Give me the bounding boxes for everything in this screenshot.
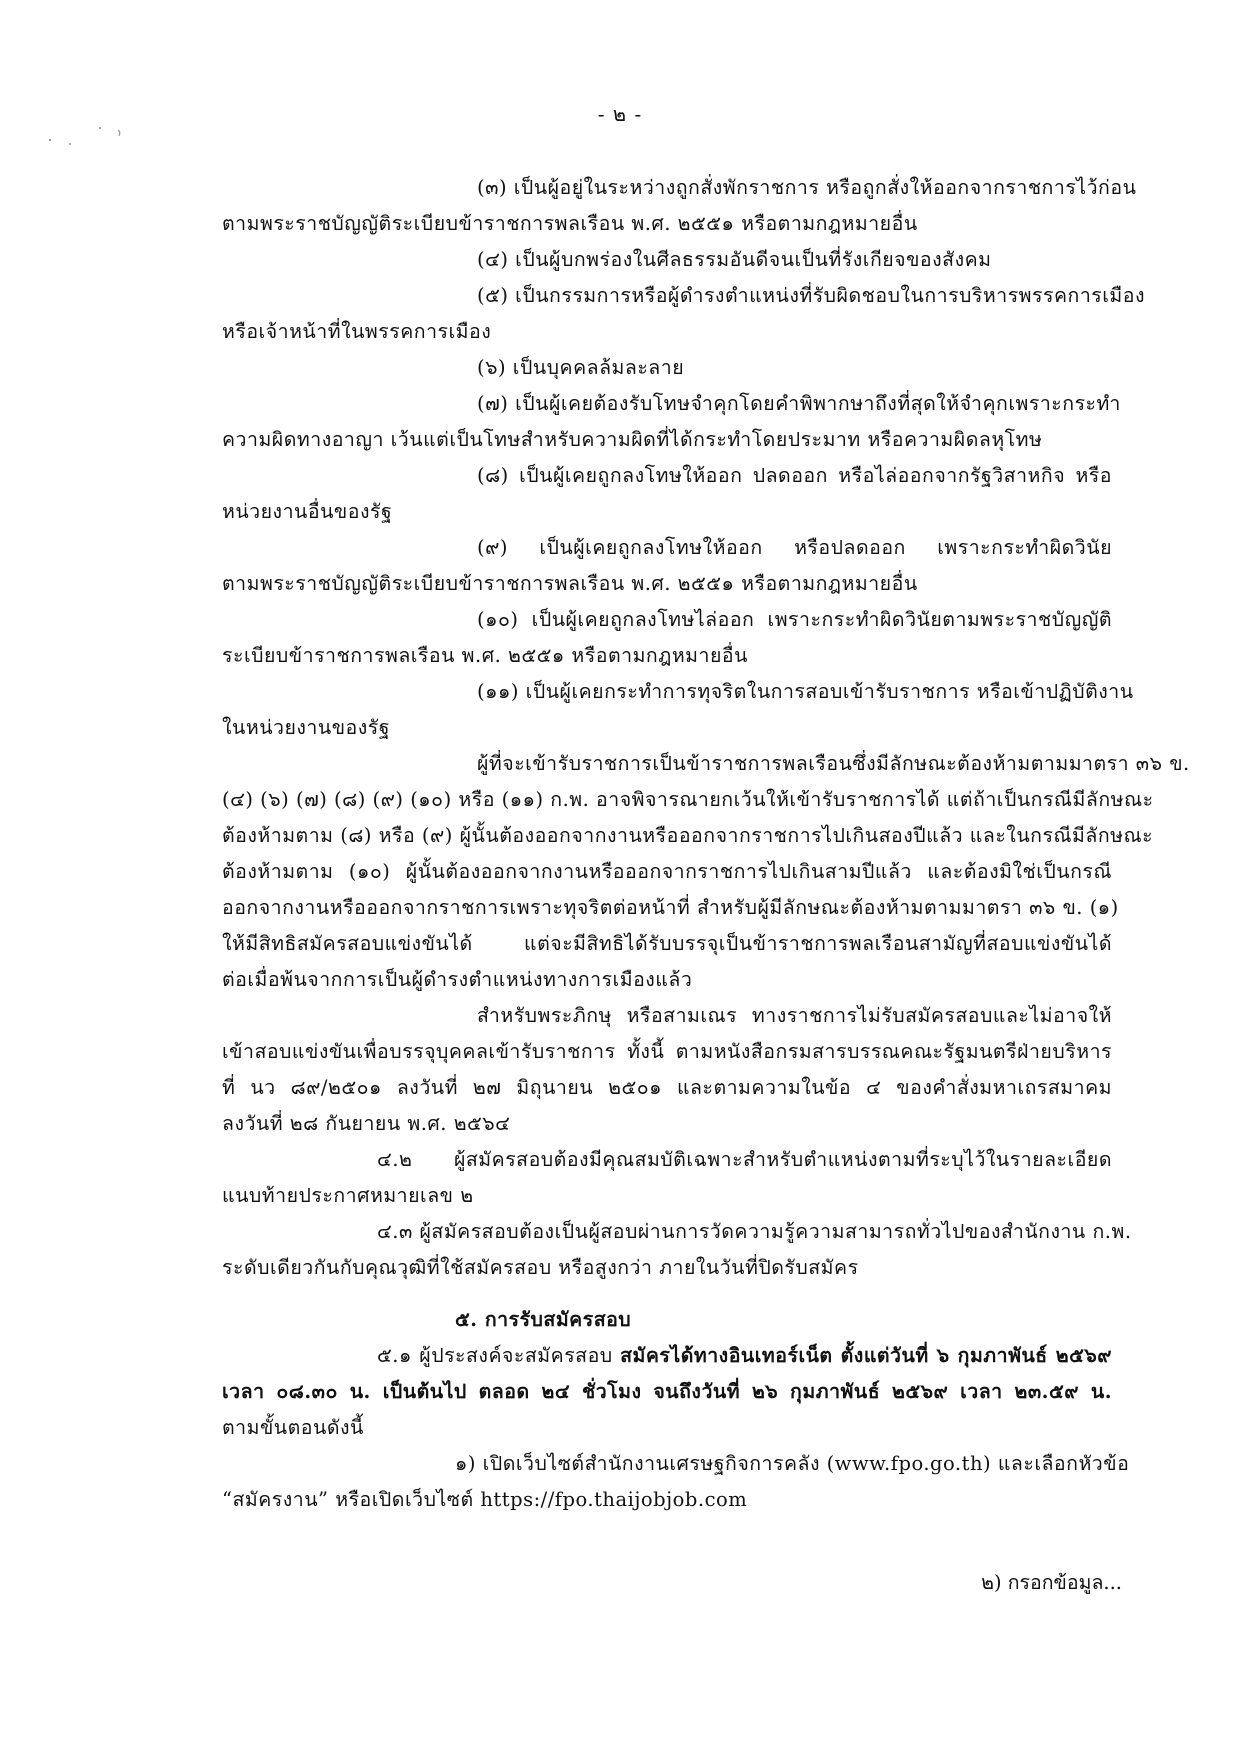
- text-line: ต่อเมื่อพ้นจากการเป็นผู้ดำรงตำแหน่งทางการเมืองแล้ว: [222, 968, 693, 991]
- text-line: หน่วยงานอื่นของรัฐ: [222, 500, 393, 523]
- text-line: ตามขั้นตอนดังนี้: [222, 1416, 364, 1439]
- text-line: ระดับเดียวกันกับคุณวุฒิที่ใช้สมัครสอบ หรือสูงกว่า ภายในวันที่ปิดรับสมัคร: [222, 1256, 859, 1279]
- text-line: (๙) เป็นผู้เคยถูกลงโทษให้ออก หรือปลดออก เพราะกระทำผิดวินัย: [477, 536, 1112, 559]
- text-line: ระเบียบข้าราชการพลเรือน พ.ศ. ๒๕๕๑ หรือตามกฎหมายอื่น: [222, 644, 748, 667]
- text-line: เข้าสอบแข่งขันเพื่อบรรจุบุคคลเข้ารับราชการ ทั้งนี้ ตามหนังสือกรมสารบรรณคณะรัฐมนตรีฝ่ายบริหาร: [222, 1040, 1112, 1063]
- text-line: ต้องห้ามตาม (๘) หรือ (๙) ผู้นั้นต้องออกจากงานหรือออกจากราชการไปเกินสองปีแล้ว และในกรณีมีลักษณะ: [222, 824, 1154, 847]
- text-line: (๑๑) เป็นผู้เคยกระทำการทุจริตในการสอบเข้ารับราชการ หรือเข้าปฏิบัติงาน: [477, 680, 1134, 703]
- section-heading: ๕. การรับสมัครสอบ: [455, 1308, 632, 1331]
- text-line: ๔.๓ ผู้สมัครสอบต้องเป็นผู้สอบผ่านการวัดความรู้ความสามารถทั่วไปของสำนักงาน ก.พ.: [377, 1220, 1132, 1243]
- text-line: เวลา ๐๘.๓๐ น. เป็นต้นไป ตลอด ๒๔ ชั่วโมง จนถึงวันที่ ๒๖ กุมภาพันธ์ ๒๕๖๙ เวลา ๒๓.๕๙ น.: [222, 1380, 1112, 1403]
- text-line: (๔) เป็นผู้บกพร่องในศีลธรรมอันดีจนเป็นที่รังเกียจของสังคม: [477, 248, 992, 271]
- text-line: แนบท้ายประกาศหมายเลข ๒: [222, 1184, 474, 1207]
- text-line: ความผิดทางอาญา เว้นแต่เป็นโทษสำหรับความผิดที่ได้กระทำโดยประมาท หรือความผิดลหุโทษ: [222, 428, 1043, 451]
- text-line: (๑๐) เป็นผู้เคยถูกลงโทษไล่ออก เพราะกระทำผิดวินัยตามพระราชบัญญัติ: [477, 608, 1112, 631]
- paragraph-gap: [222, 1286, 1112, 1302]
- text-line: (๓) เป็นผู้อยู่ในระหว่างถูกสั่งพักราชการ หรือถูกสั่งให้ออกจากราชการไว้ก่อน: [477, 176, 1137, 199]
- text-line-mixed: [222, 1338, 1112, 1374]
- text-line: ออกจากงานหรือออกจากราชการเพราะทุจริตต่อหน้าที่ สำหรับผู้มีลักษณะต้องห้ามตามมาตรา ๓๖ ข. (๑): [222, 896, 1119, 919]
- text-line: ๔.๒ ผู้สมัครสอบต้องมีคุณสมบัติเฉพาะสำหรับตำแหน่งตามที่ระบุไว้ในรายละเอียด: [377, 1148, 1112, 1171]
- page-number: - ๒ -: [597, 102, 643, 126]
- scan-specks: [30, 118, 130, 158]
- text-line: ผู้ที่จะเข้ารับราชการเป็นข้าราชการพลเรือนซึ่งมีลักษณะต้องห้ามตามมาตรา ๓๖ ข.: [477, 752, 1190, 775]
- text-line: ในหน่วยงานของรัฐ: [222, 716, 391, 739]
- text-line: ให้มีสิทธิสมัครสอบแข่งขันได้ แต่จะมีสิทธิได้รับบรรจุเป็นข้าราชการพลเรือนสามัญที่สอบแข่งขันได้: [222, 932, 1112, 955]
- text-line: (๕) เป็นกรรมการหรือผู้ดำรงตำแหน่งที่รับผิดชอบในการบริหารพรรคการเมือง: [477, 284, 1146, 307]
- text-line: “สมัครงาน” หรือเปิดเว็บไซต์ https://fpo.thaijobjob.com: [222, 1488, 748, 1511]
- document-body: [222, 170, 1190, 1518]
- text-line: (๗) เป็นผู้เคยต้องรับโทษจำคุกโดยคำพิพากษาถึงที่สุดให้จำคุกเพราะกระทำ: [477, 392, 1121, 415]
- text-line: ๑) เปิดเว็บไซต์สำนักงานเศรษฐกิจการคลัง (www.fpo.go.th) และเลือกหัวข้อ: [455, 1452, 1130, 1475]
- text-line: ตามพระราชบัญญัติระเบียบข้าราชการพลเรือน พ.ศ. ๒๕๕๑ หรือตามกฎหมายอื่น: [222, 572, 918, 595]
- text-line: (๖) เป็นบุคคลล้มละลาย: [477, 356, 685, 379]
- text-line: ที่ นว ๘๙/๒๕๐๑ ลงวันที่ ๒๗ มิถุนายน ๒๕๐๑ และตามความในข้อ ๔ ของคำสั่งมหาเถรสมาคม: [222, 1076, 1112, 1099]
- text-line: หรือเจ้าหน้าที่ในพรรคการเมือง: [222, 320, 492, 343]
- text-run-bold: สมัครได้ทางอินเทอร์เน็ต ตั้งแต่วันที่ ๖ กุมภาพันธ์ ๒๕๖๙: [620, 1344, 1112, 1367]
- text-line: (๔) (๖) (๗) (๘) (๙) (๑๐) หรือ (๑๑) ก.พ. อาจพิจารณายกเว้นให้เข้ารับราชการได้ แต่ถ้าเป็นกรณีมีลักษณะ: [222, 788, 1154, 811]
- text-line: ลงวันที่ ๒๘ กันยายน พ.ศ. ๒๕๖๔: [222, 1112, 511, 1135]
- text-line: ตามพระราชบัญญัติระเบียบข้าราชการพลเรือน พ.ศ. ๒๕๕๑ หรือตามกฎหมายอื่น: [222, 212, 918, 235]
- text-line: สำหรับพระภิกษุ หรือสามเณร ทางราชการไม่รับสมัครสอบและไม่อาจให้: [477, 1004, 1112, 1027]
- continuation-catchword: ๒) กรอกข้อมูล...: [981, 1571, 1122, 1594]
- text-run: ๕.๑ ผู้ประสงค์จะสมัครสอบ: [377, 1344, 621, 1367]
- text-line: ต้องห้ามตาม (๑๐) ผู้นั้นต้องออกจากงานหรือออกจากราชการไปเกินสามปีแล้ว และต้องมิใช่เป็นกรณี: [222, 860, 1112, 883]
- text-line: (๘) เป็นผู้เคยถูกลงโทษให้ออก ปลดออก หรือไล่ออกจากรัฐวิสาหกิจ หรือ: [477, 464, 1112, 487]
